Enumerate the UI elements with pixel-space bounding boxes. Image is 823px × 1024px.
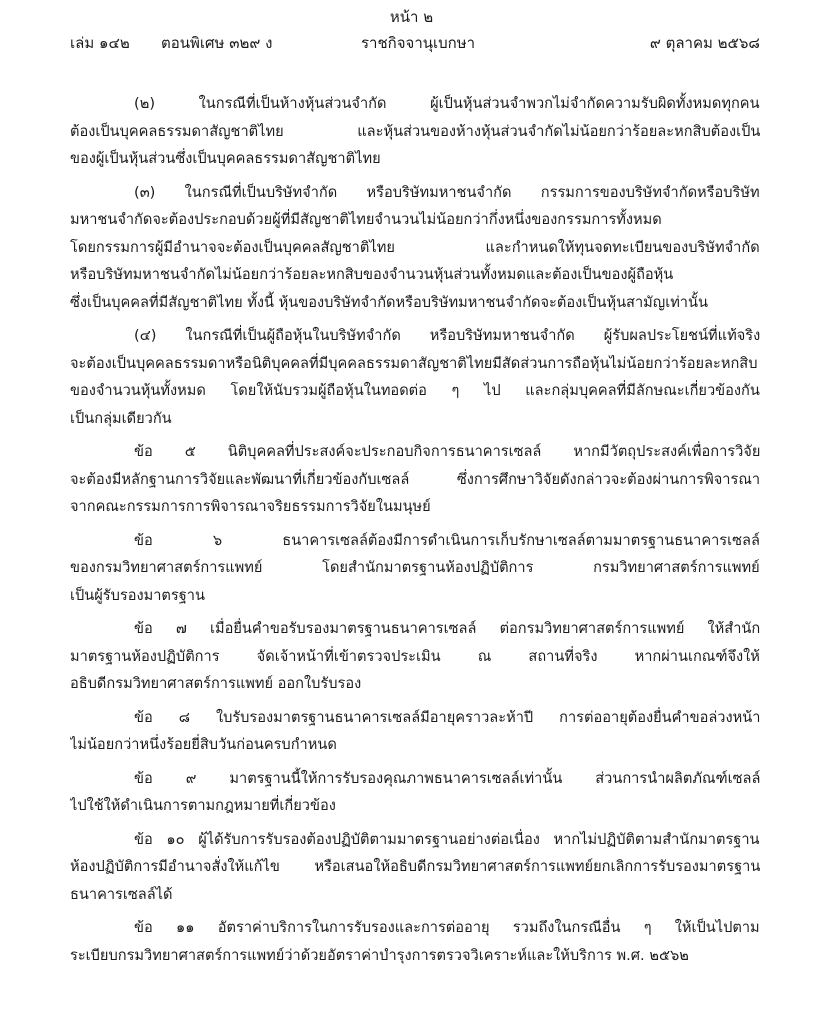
paragraph-line: ข้อ ๖ ธนาคารเซลล์ต้องมีการดำเนินการเก็บรักษาเซลล์ตามมาตรฐานธนาคารเซลล์	[134, 531, 760, 549]
paragraph-line: จะต้องมีหลักฐานการวิจัยและพัฒนาที่เกี่ยวข้องกับเซลล์ ซึ่งการศึกษาวิจัยดังกล่าวจะต้องผ่านการพิจารณา	[70, 470, 760, 488]
paragraph-line: อธิบดีกรมวิทยาศาสตร์การแพทย์ ออกใบรับรอง	[70, 675, 362, 692]
paragraph-line: โดยกรรมการผู้มีอำนาจจะต้องเป็นบุคคลสัญชาติไทย และกำหนดให้ทุนจดทะเบียนของบริษัทจำกัด	[70, 238, 760, 256]
paragraph-line: (๔) ในกรณีที่เป็นผู้ถือหุ้นในบริษัทจำกัด หรือบริษัทมหาชนจำกัด ผู้รับผลประโยชน์ที่แท้จริง	[134, 327, 760, 344]
paragraph-line: ห้องปฏิบัติการมีอำนาจสั่งให้แก้ไข หรือเสนอให้อธิบดีกรมวิทยาศาสตร์การแพทย์ยกเลิกการรับรองมาตรฐาน	[70, 858, 760, 875]
paragraph-line: จากคณะกรรมการการพิจารณาจริยธรรมการวิจัยในมนุษย์	[70, 498, 431, 515]
paragraph-line: เป็นกลุ่มเดียวกัน	[70, 409, 172, 427]
paragraph-line: มาตรฐานห้องปฏิบัติการ จัดเจ้าหน้าที่เข้าตรวจประเมิน ณ สถานที่จริง หากผ่านเกณฑ์จึงให้	[70, 647, 760, 665]
paragraph	[70, 704, 760, 759]
paragraph-line: (๓) ในกรณีที่เป็นบริษัทจำกัด หรือบริษัทมหาชนจำกัด กรรมการของบริษัทจำกัดหรือบริษัท	[134, 183, 760, 201]
paragraph	[70, 527, 760, 610]
paragraph	[70, 90, 760, 173]
page-number: หน้า ๒	[389, 8, 434, 26]
paragraph-line: ซึ่งเป็นบุคคลที่มีสัญชาติไทย ทั้งนี้ หุ้นของบริษัทจำกัดหรือบริษัทมหาชนจำกัดจะต้องเป็นหุ้นสามัญเท่านั้น	[70, 293, 708, 311]
paragraph-line: (๒) ในกรณีที่เป็นห้างหุ้นส่วนจำกัด ผู้เป็นหุ้นส่วนจำพวกไม่จำกัดความรับผิดทั้งหมดทุกคน	[134, 95, 760, 112]
paragraph-line: ของผู้เป็นหุ้นส่วนซึ่งเป็นบุคคลธรรมดาสัญชาติไทย	[70, 150, 381, 167]
paragraph-line: ไปใช้ให้ดำเนินการตามกฎหมายที่เกี่ยวข้อง	[70, 797, 336, 814]
paragraph-line: ธนาคารเซลล์ได้	[70, 885, 173, 903]
paragraph-line: ต้องเป็นบุคคลธรรมดาสัญชาติไทย และหุ้นส่วนของห้างหุ้นส่วนจำกัดไม่น้อยกว่าร้อยละหกสิบต้องเป็น	[70, 122, 760, 140]
paragraph-line: ข้อ ๘ ใบรับรองมาตรฐานธนาคารเซลล์มีอายุคราวละห้าปี การต่ออายุต้องยื่นคำขอล่วงหน้า	[134, 708, 760, 726]
document-body	[70, 90, 760, 969]
paragraph-line: ข้อ ๑๑ อัตราค่าบริการในการรับรองและการต่ออายุ รวมถึงในกรณีอื่น ๆ ให้เป็นไปตาม	[134, 919, 760, 936]
paragraph-line: ข้อ ๗ เมื่อยื่นคำขอรับรองมาตรฐานธนาคารเซลล์ ต่อกรมวิทยาศาสตร์การแพทย์ ให้สำนัก	[134, 620, 760, 637]
paragraph	[70, 826, 760, 909]
paragraph	[70, 322, 760, 432]
paragraph-line: ไม่น้อยกว่าหนึ่งร้อยยี่สิบวันก่อนครบกำหนด	[70, 736, 337, 753]
publication-date: ๙ ตุลาคม ๒๕๖๘	[649, 34, 760, 52]
paragraph-line: ระเบียบกรมวิทยาศาสตร์การแพทย์ว่าด้วยอัตราค่าบำรุงการตรวจวิเคราะห์และให้บริการ พ.ศ. ๒๕๖๒	[70, 946, 689, 964]
gazette-name: ราชกิจจานุเบกษา	[361, 34, 476, 52]
paragraph	[70, 615, 760, 698]
paragraph-line: มหาชนจำกัดจะต้องประกอบด้วยผู้ที่มีสัญชาติไทยจำนวนไม่น้อยกว่ากึ่งหนึ่งของกรรมการทั้งหมด	[70, 211, 662, 228]
paragraph-line: ข้อ ๑๐ ผู้ได้รับการรับรองต้องปฏิบัติตามมาตรฐานอย่างต่อเนื่อง หากไม่ปฏิบัติตามสำนักมาตรฐาน	[134, 830, 760, 848]
paragraph	[70, 438, 760, 521]
issue-number: ตอนพิเศษ ๓๒๙ ง	[161, 34, 273, 52]
gazette-header	[70, 32, 760, 54]
paragraph	[70, 914, 760, 969]
paragraph-line: ของจำนวนหุ้นทั้งหมด โดยให้นับรวมผู้ถือหุ้นในทอดต่อ ๆ ไป และกลุ่มบุคคลที่มีลักษณะเกี่ยวข้องกัน	[70, 382, 760, 399]
paragraph-line: หรือบริษัทมหาชนจำกัดไม่น้อยกว่าร้อยละหกสิบของจำนวนหุ้นส่วนทั้งหมดและต้องเป็นของผู้ถือหุ้น	[70, 266, 674, 283]
paragraph-line: ข้อ ๙ มาตรฐานนี้ให้การรับรองคุณภาพธนาคารเซลล์เท่านั้น ส่วนการนำผลิตภัณฑ์เซลล์	[134, 769, 760, 787]
paragraph-line: จะต้องเป็นบุคคลธรรมดาหรือนิติบุคคลที่มีบุคคลธรรมดาสัญชาติไทยมีสัดส่วนการถือหุ้นไม่น้อยกว่าร้อยละหกสิบ	[70, 354, 758, 372]
paragraph-line: เป็นผู้รับรองมาตรฐาน	[70, 586, 205, 604]
paragraph-line: ข้อ ๕ นิติบุคคลที่ประสงค์จะประกอบกิจการธนาคารเซลล์ หากมีวัตถุประสงค์เพื่อการวิจัย	[134, 443, 760, 460]
paragraph	[70, 179, 760, 317]
paragraph	[70, 765, 760, 820]
paragraph-line: ของกรมวิทยาศาสตร์การแพทย์ โดยสำนักมาตรฐานห้องปฏิบัติการ กรมวิทยาศาสตร์การแพทย์	[70, 559, 760, 576]
volume-number: เล่ม ๑๔๒	[70, 34, 130, 52]
